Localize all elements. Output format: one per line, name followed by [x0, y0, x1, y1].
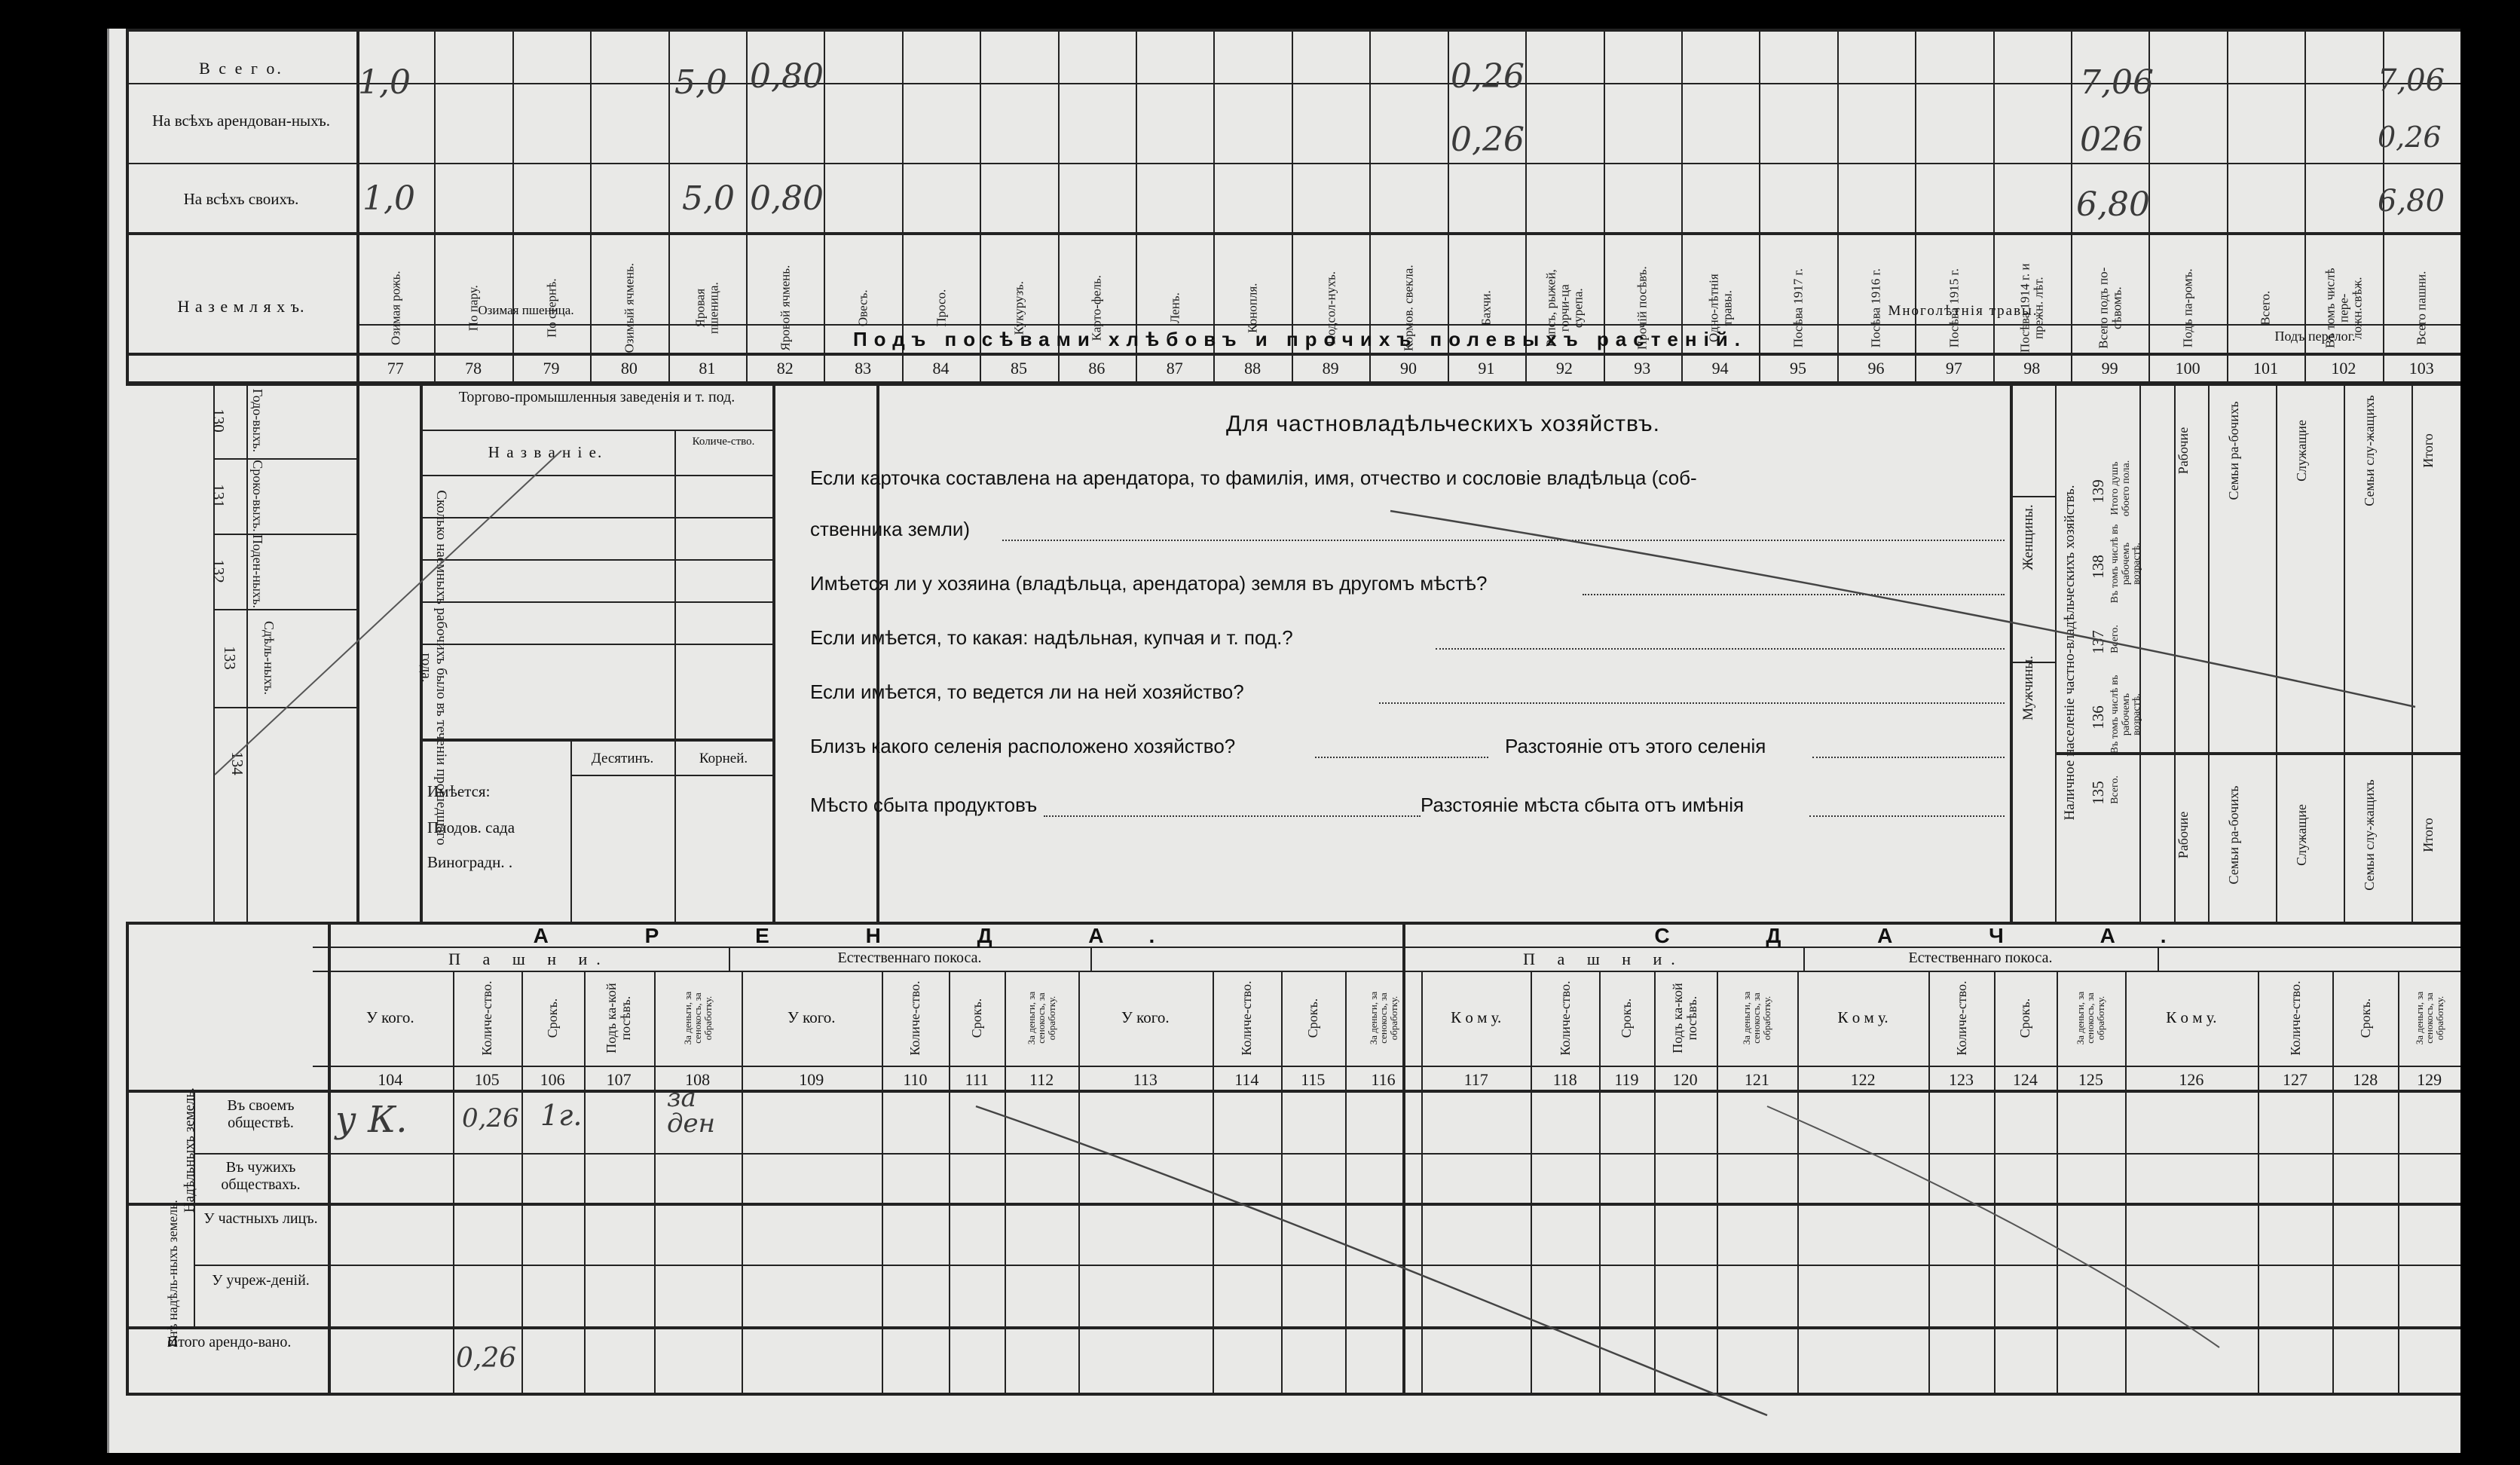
rule [2055, 383, 2057, 922]
arenda-number-116: 116 [1371, 1070, 1396, 1089]
hw-svoikh-103: 6,80 [2378, 184, 2445, 219]
census-card [107, 29, 2460, 1453]
column-rule [654, 971, 656, 1393]
arenda-header-122: К о м у. [1837, 1008, 1888, 1026]
rule [2010, 662, 2055, 663]
column-rule [1213, 971, 1214, 1393]
arenda-number-111: 111 [965, 1070, 989, 1089]
itogo-arendovano-label: Итого арендо-вано. [167, 1334, 292, 1350]
rule [2010, 383, 2013, 922]
rule [2010, 496, 2055, 497]
pokosa-sdacha: Естественнаго покоса. [1908, 950, 2053, 966]
column-number-86: 86 [1088, 359, 1106, 378]
vne-nadel-label: Внѣ надѣль-ныхъ земель. [165, 1200, 180, 1347]
column-number-80: 80 [620, 359, 638, 378]
dotted-line [1379, 702, 2005, 704]
column-number-87: 87 [1166, 359, 1183, 378]
crop-header-91: Бахчи. [1479, 290, 1494, 326]
pod-posevami-title: Подъ посѣвами хлѣбовъ и прочихъ полевыхъ растеній. [852, 328, 1748, 350]
worker-col-num-131: 131 [209, 484, 228, 508]
rule [126, 29, 2460, 32]
arenda-number-105: 105 [474, 1070, 500, 1089]
hw-svoikh-82: 0,80 [750, 179, 824, 218]
hw-itogo-kol: 0,26 [456, 1343, 517, 1374]
vinograd-label: Виноградн. . [427, 853, 513, 871]
population-label-136: Въ томъ числѣ въ рабочемъ возрастѣ. [2109, 674, 2143, 754]
dotted-line [1812, 757, 2005, 758]
arenda-number-110: 110 [903, 1070, 928, 1089]
arenda-header-111: Срокъ. [968, 998, 984, 1038]
u-chastnykh-label: У частныхъ лицъ. [203, 1210, 318, 1227]
column-number-91: 91 [1478, 359, 1495, 378]
hw-vsego-99: 7,06 [2080, 63, 2154, 102]
rule [126, 163, 2460, 164]
arenda-header-116: За деньги, за сенокосъ, за обработку. [1367, 991, 1399, 1045]
arenda-number-112: 112 [1029, 1070, 1054, 1089]
rule [2208, 383, 2210, 922]
dotted-line [1436, 648, 2005, 650]
rule [313, 1066, 2460, 1067]
column-number-98: 98 [2023, 359, 2041, 378]
crop-header-87: Ленъ. [1167, 292, 1182, 324]
column-number-83: 83 [855, 359, 872, 378]
rule [2276, 383, 2277, 922]
rule [194, 1265, 2460, 1266]
arenda-header-105: Количе-ство. [479, 980, 494, 1056]
worker-col-label-132: Поден-ныхъ. [250, 534, 265, 609]
pop-right-top-0: Рабочие [2175, 427, 2191, 475]
pop-group-muzhchiny: Мужчины. [2020, 656, 2036, 720]
column-rule [2258, 971, 2259, 1393]
sad-label: Плодов. сада [427, 818, 515, 836]
column-rule [1994, 971, 1996, 1393]
private-q1b: ственника земли) [810, 518, 971, 540]
column-rule [882, 971, 883, 1393]
crop-header-83: Овесъ. [855, 289, 870, 327]
arenda-header-104: У кого. [366, 1008, 414, 1026]
crop-header-100: Подъ па-ромъ. [2180, 268, 2195, 348]
private-q5: Близъ какого селенія расположено хозяйство? [810, 735, 1236, 757]
crop-header-81: Яровая пшеница. [693, 282, 721, 335]
crop-header-90: Кормов. свекла. [1401, 265, 1416, 351]
population-num-139: 139 [2089, 479, 2107, 503]
column-number-92: 92 [1555, 359, 1573, 378]
enterprise-qty-header: Количе-ство. [692, 436, 755, 448]
dotted-line [1002, 540, 2005, 541]
rule [420, 517, 772, 518]
v-svoem-label: Въ своемъ обществѣ. [227, 1097, 295, 1131]
mnogoletnie-label: Многолѣтнія травы. [1888, 303, 2038, 319]
nadelnykh-label: Надѣльныхъ земель. [182, 1087, 197, 1213]
private-q3: Если имѣется, то какая: надѣльная, купчая и т. под.? [810, 626, 1293, 649]
column-rule [742, 971, 743, 1393]
column-number-97: 97 [1945, 359, 1962, 378]
crop-header-98: Посѣва 1914 г. и прежн. лѣт. [2017, 263, 2046, 353]
rule [420, 601, 772, 603]
rule [126, 1090, 2460, 1093]
column-number-88: 88 [1244, 359, 1262, 378]
hw-svoikh-99: 6,80 [2076, 185, 2150, 224]
pop-right-bottom-4: Итого [2420, 818, 2436, 852]
population-num-135: 135 [2089, 781, 2107, 805]
rule [420, 559, 772, 561]
rule [1803, 947, 1805, 971]
sdacha-title: С Д А Ч А. [1654, 924, 2212, 947]
arenda-header-109: У кого. [787, 1008, 836, 1026]
arenda-title: А Р Е Н Д А. [533, 924, 1200, 947]
rule [1090, 947, 1092, 971]
arenda-number-122: 122 [1850, 1070, 1876, 1089]
column-number-85: 85 [1010, 359, 1027, 378]
workers-title: Сколько наемныхъ рабочихъ было въ теченіи прошедшаго года. [418, 490, 449, 846]
rule [420, 430, 772, 431]
rule [356, 383, 359, 922]
hw-srok: 1г. [540, 1099, 583, 1132]
enterprise-name-header: Н а з в а н і е. [488, 443, 604, 461]
pop-right-bottom-3: Семьи слу-жащихъ [2362, 779, 2377, 891]
arenda-number-119: 119 [1614, 1070, 1639, 1089]
pop-right-top-2: Служащие [2294, 420, 2309, 482]
row-label-svoikh: На всѣхъ своихъ. [183, 190, 299, 208]
column-number-96: 96 [1867, 359, 1885, 378]
arenda-number-120: 120 [1672, 1070, 1698, 1089]
private-q2: Имѣется ли у хозяина (владѣльца, арендатора) земля въ другомъ мѣстѣ? [810, 572, 1488, 595]
crop-header-80: Озимый ячмень. [622, 263, 636, 353]
column-number-77: 77 [387, 359, 404, 378]
column-number-82: 82 [776, 359, 794, 378]
rule [126, 29, 129, 383]
arenda-number-128: 128 [2353, 1070, 2378, 1089]
hw-svoikh-81: 5,0 [682, 179, 735, 218]
row-label-arendovannykh: На всѣхъ арендован-ныхъ. [152, 112, 330, 130]
crop-header-84: Просо. [933, 289, 948, 327]
u-uchrezh-label: У учреж-деній. [212, 1272, 310, 1289]
pop-right-bottom-0: Рабочие [2175, 811, 2191, 859]
arenda-header-121: За деньги, за сенокосъ, за обработку. [1740, 991, 1773, 1045]
private-q1: Если карточка составлена на арендатора, то фамилія, имя, отчество и сословіе владѣльца (соб- [810, 466, 1697, 489]
row-label-na-zemlyakh: Н а з е м л я х ъ. [177, 297, 305, 316]
rule [2055, 752, 2460, 755]
rule [420, 739, 772, 742]
worker-col-label-131: Сроко-выхъ. [250, 460, 265, 532]
dotted-line [1809, 815, 2005, 817]
arenda-header-123: Количе-ство. [1953, 980, 1969, 1056]
worker-col-label-133: Сдѣль-ныхъ. [261, 621, 277, 695]
hw-vsego-77: 1,0 [358, 63, 411, 102]
desyatin-header: Десятинъ. [591, 751, 654, 766]
population-num-136: 136 [2089, 705, 2107, 729]
arenda-header-126: К о м у. [2166, 1008, 2217, 1026]
arenda-number-106: 106 [540, 1070, 565, 1089]
arenda-header-124: Срокъ. [2017, 998, 2032, 1038]
population-num-137: 137 [2089, 630, 2107, 654]
column-number-81: 81 [699, 359, 716, 378]
arenda-number-129: 129 [2417, 1070, 2442, 1089]
column-rule [1345, 971, 1347, 1393]
arenda-header-128: Срокъ. [2357, 998, 2373, 1038]
arenda-header-117: К о м у. [1451, 1008, 1502, 1026]
arenda-number-109: 109 [799, 1070, 824, 1089]
column-number-101: 101 [2252, 359, 2278, 378]
arenda-header-127: Количе-ство. [2287, 980, 2303, 1056]
worker-col-num-133: 133 [221, 646, 239, 670]
worker-col-num-130: 130 [209, 408, 228, 433]
rule [194, 1153, 2460, 1155]
dotted-line [1044, 815, 1421, 817]
pop-right-top-4: Итого [2420, 433, 2436, 468]
rule [126, 922, 129, 1393]
column-number-94: 94 [1711, 359, 1729, 378]
hw-arend-99: 026 [2080, 121, 2143, 159]
rule [213, 534, 356, 535]
rule [126, 1203, 2460, 1206]
private-q6: Мѣсто сбыта продуктовъ [810, 794, 1038, 816]
crop-header-102: Въ томъ числѣ пере-ложн.свѣж. [2323, 268, 2364, 348]
crop-header-78: По пару. [466, 285, 481, 332]
pashni-sdacha: П а ш н и. [1523, 950, 1684, 968]
column-number-95: 95 [1790, 359, 1807, 378]
arenda-header-129: За деньги, за сенокосъ, за обработку. [2413, 991, 2445, 1045]
arenda-header-114: Количе-ство. [1238, 980, 1254, 1056]
column-rule [2057, 971, 2058, 1393]
column-rule [1281, 971, 1283, 1393]
pashni-arenda: П а ш н и. [448, 950, 610, 968]
arenda-number-118: 118 [1552, 1070, 1577, 1089]
column-number-99: 99 [2101, 359, 2118, 378]
arenda-number-123: 123 [1949, 1070, 1974, 1089]
arenda-header-112: За деньги, за сенокосъ, за обработку. [1025, 991, 1057, 1045]
crop-header-88: Конопля. [1245, 283, 1260, 333]
column-number-89: 89 [1322, 359, 1339, 378]
column-number-90: 90 [1399, 359, 1417, 378]
private-q5b: Разстояніе отъ этого селенія [1505, 735, 1766, 757]
hw-u-kogo: у К. [335, 1099, 408, 1141]
worker-col-num-132: 132 [209, 559, 228, 583]
arenda-header-106: Срокъ. [544, 998, 560, 1038]
arenda-header-120: Подъ ка-кой посѣвъ. [1670, 983, 1700, 1054]
arenda-header-115: Срокъ. [1304, 998, 1320, 1038]
pop-group-zhenshchiny: Женщины. [2020, 504, 2036, 570]
column-number-102: 102 [2331, 359, 2356, 378]
column-number-84: 84 [932, 359, 950, 378]
column-rule [1717, 971, 1718, 1393]
crop-header-82: Яровой ячмень. [777, 265, 792, 351]
crop-header-99: Всего подъ по-сѣвомъ. [2095, 267, 2124, 349]
rule [328, 922, 331, 1393]
enterprises-title: Торгово-промышленныя заведенія и т. под. [458, 389, 736, 405]
arenda-number-124: 124 [2012, 1070, 2038, 1089]
hw-arend-91: 0,26 [1451, 121, 1525, 159]
rule [126, 383, 2460, 386]
arenda-number-121: 121 [1744, 1070, 1769, 1089]
rule [2344, 383, 2345, 922]
column-rule [453, 971, 454, 1393]
arenda-header-108: За деньги, за сенокосъ, за обработку. [681, 991, 714, 1045]
crop-header-92: Рапсъ, рыжей, горчи-ца сурепа. [1543, 269, 1585, 347]
rule [420, 475, 772, 476]
arenda-number-114: 114 [1234, 1070, 1259, 1089]
crop-header-86: Карто-фель. [1089, 275, 1104, 341]
column-number-93: 93 [1634, 359, 1651, 378]
column-rule [2125, 971, 2127, 1393]
worker-col-label-130: Годо-выхъ. [250, 388, 265, 453]
column-rule [1005, 971, 1006, 1393]
crop-header-89: Подсол-нухъ. [1323, 271, 1338, 345]
rule [2158, 947, 2159, 971]
arenda-header-113: У кого. [1121, 1008, 1170, 1026]
rule [729, 947, 730, 971]
arenda-number-117: 117 [1463, 1070, 1488, 1089]
crop-header-94: Одно-лѣтнія травы. [1705, 274, 1734, 343]
column-rule [1531, 971, 1532, 1393]
crop-header-96: Посѣва 1916 г. [1868, 268, 1883, 348]
column-rule [1928, 971, 1930, 1393]
column-number-79: 79 [543, 359, 560, 378]
pop-right-bottom-1: Семьи ра-бочихъ [2226, 785, 2241, 885]
column-rule [1421, 971, 1423, 1393]
arenda-header-119: Срокъ. [1619, 998, 1634, 1038]
crop-header-77: Озимая рожь. [387, 271, 402, 346]
private-title: Для частновладѣльческихъ хозяйствъ. [1226, 411, 1660, 436]
column-number-78: 78 [465, 359, 482, 378]
pop-right-top-3: Семьи слу-жащихъ [2362, 395, 2377, 506]
population-label-138: Въ томъ числѣ въ рабочемъ возрастѣ. [2109, 524, 2143, 604]
hw-vsego-91: 0,26 [1451, 57, 1525, 96]
population-title: Наличное населеніе частно-владѣльческихъ хозяйствъ. [2062, 485, 2078, 821]
arenda-number-104: 104 [378, 1070, 403, 1089]
column-rule [584, 971, 586, 1393]
rule [126, 232, 2460, 235]
column-rule [2332, 971, 2334, 1393]
pokosa-arenda: Естественнаго покоса. [837, 950, 982, 966]
rule [126, 1393, 2460, 1396]
crop-header-103: Всего пашни. [2414, 271, 2429, 345]
dotted-line [1583, 594, 2005, 595]
column-rule [521, 971, 523, 1393]
arenda-number-115: 115 [1301, 1070, 1326, 1089]
arenda-number-107: 107 [606, 1070, 632, 1089]
crop-header-93: Прочій посѣвъ. [1635, 266, 1650, 350]
imeetsya-label: Имѣется: [427, 782, 491, 800]
hw-arend-103: 0,26 [2378, 121, 2442, 154]
arenda-number-108: 108 [685, 1070, 711, 1089]
arenda-header-118: Количе-ство. [1557, 980, 1573, 1056]
rule [570, 775, 772, 776]
column-rule [1797, 971, 1799, 1393]
pop-right-bottom-2: Служащие [2294, 804, 2309, 866]
hw-kol: 0,26 [462, 1103, 519, 1133]
arenda-header-107: Подъ ка-кой посѣвъ. [604, 983, 634, 1054]
column-number-103: 103 [2408, 359, 2434, 378]
population-num-138: 138 [2089, 555, 2107, 579]
v-chuzhikh-label: Въ чужихъ обществахъ. [221, 1159, 301, 1193]
dotted-line [1315, 757, 1488, 758]
column-rule [2398, 971, 2399, 1393]
rule [2411, 383, 2413, 922]
rule [876, 383, 879, 922]
crop-header-95: Посѣва 1917 г. [1791, 268, 1806, 348]
population-label-137: Всего. [2109, 625, 2121, 653]
rule [126, 1326, 2460, 1329]
crop-header-97: Посѣва 1915 г. [1946, 268, 1961, 348]
rule [313, 971, 2460, 972]
population-label-139: Итого душъ обоего пола. [2109, 460, 2132, 517]
hw-vsego-81: 5,0 [674, 63, 727, 102]
column-number-100: 100 [2175, 359, 2200, 378]
column-rule [1078, 971, 1080, 1393]
pop-right-top-1: Семьи ра-бочихъ [2226, 401, 2241, 500]
row-label-vsego: В с е г о. [199, 59, 283, 78]
rule [674, 430, 676, 739]
arenda-number-113: 113 [1133, 1070, 1158, 1089]
private-q4: Если имѣется, то ведется ли на ней хозяйство? [810, 681, 1244, 703]
arenda-number-127: 127 [2283, 1070, 2308, 1089]
crop-header-79: По стернѣ. [543, 278, 558, 338]
arenda-header-110: Количе-ство. [907, 980, 922, 1056]
column-rule [1599, 971, 1601, 1393]
arenda-header-125: За деньги, за сенокосъ, за обработку. [2074, 991, 2107, 1045]
hw-vsego-103: 7,06 [2378, 63, 2445, 98]
hw-vsego-82: 0,80 [750, 57, 824, 96]
column-rule [1654, 971, 1656, 1393]
worker-col-num-134: 134 [228, 751, 246, 775]
column-rule [949, 971, 950, 1393]
ozimaya-pshenitsa-label: Озимая пшеница. [478, 303, 574, 317]
population-label-135: Всего. [2109, 775, 2121, 804]
korney-header: Корней. [699, 751, 748, 766]
rule [420, 644, 772, 645]
hw-za: за ден [667, 1083, 716, 1139]
arenda-number-125: 125 [2078, 1070, 2103, 1089]
arenda-number-126: 126 [2179, 1070, 2204, 1089]
pod-perelog-label: Подъ перелог. [2274, 329, 2356, 344]
private-q6b: Разстояніе мѣста сбыта отъ имѣнія [1421, 794, 1745, 816]
crop-header-85: Кукурузъ. [1011, 281, 1026, 335]
hw-svoikh-77: 1,0 [362, 179, 415, 218]
rule [772, 383, 775, 922]
crop-header-101: Всего. [2258, 290, 2273, 326]
rule [213, 458, 356, 460]
